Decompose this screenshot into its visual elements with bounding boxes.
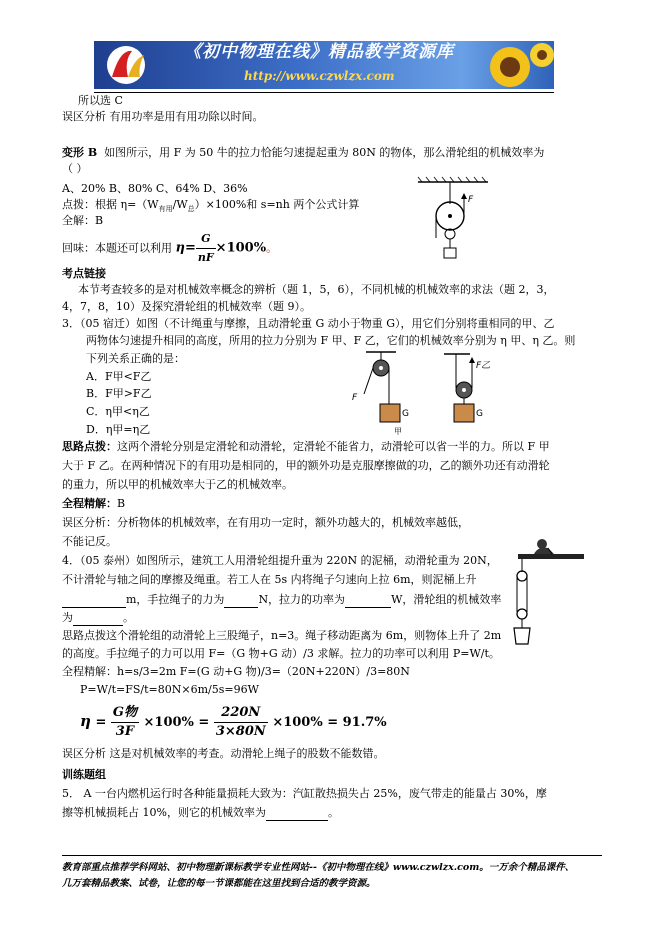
- q4-text: m，手拉绳子的力为: [126, 593, 225, 606]
- fraction-denominator: nF: [197, 251, 214, 264]
- full-tag: 全程精解：: [62, 497, 117, 510]
- train-line: [62, 805, 339, 821]
- footer-line: 教育部重点推荐学科网站、初中物理新课标教学专业性网站--《初中物理在线》www.czwlzx.com。一万余个精品课件、: [62, 862, 575, 873]
- figure-label-jia: 甲: [394, 427, 402, 436]
- fraction: [111, 704, 139, 741]
- hint-part: ）×100%和 s=nh 两个公式计算: [194, 198, 360, 211]
- answer-blank: [266, 805, 328, 821]
- q3-option-b: B．F甲>F乙: [86, 387, 152, 400]
- q4-text: N，拉力的功率为: [258, 593, 346, 606]
- analysis-tag: 思路点拨：: [62, 440, 117, 453]
- fraction-denominator: 3F: [115, 724, 135, 739]
- force-label-yi: F乙: [476, 361, 491, 371]
- answer-blank: [224, 592, 258, 608]
- footer-rule: [62, 855, 602, 856]
- variant-hint: [62, 197, 359, 217]
- variant-options: A、20% B、80% C、64% D、36%: [62, 182, 248, 195]
- hint-sub: 有用: [158, 205, 173, 214]
- answer-blank: [345, 592, 391, 608]
- text-line: 4，7，8，10）及探究滑轮组的机械效率（题 9）。: [62, 300, 311, 313]
- weight-label-jia: G: [402, 409, 409, 419]
- formula-term: ×100% = 91.7%: [272, 715, 387, 730]
- pulley-figure-yi: [440, 350, 510, 436]
- variant-solution: 全解：B: [62, 214, 104, 227]
- q4-efficiency-formula: [80, 704, 387, 741]
- hint-part: /W: [172, 198, 188, 211]
- force-label-jia: F: [352, 393, 358, 403]
- header-url: http://www.czwlzx.com: [244, 69, 395, 83]
- text-line: 所以选 C: [78, 94, 123, 107]
- fraction-numerator: G物: [111, 704, 139, 723]
- train-text: 擦等机械损耗占 10%，则它的机械效率为: [62, 806, 266, 819]
- section-heading: 训练题组: [62, 768, 106, 781]
- equals-sign: =: [95, 715, 107, 730]
- section-heading: 考点链接: [62, 267, 106, 280]
- q3-line: 3．（05 宿迁）如图（不计绳重与摩擦，且动滑轮重 G 动小于物重 G），用它们分别将重相同的甲、乙: [62, 317, 555, 330]
- text-line: 本节考查较多的是对机械效率概念的辨析（题 1，5，6），不同机械的机械效率的求法（题 2，3，: [78, 283, 555, 296]
- analysis-line: 大于 F 乙。在两种情况下的有用功是相同的，甲的额外功是克服摩擦做的功，乙的额外功还有动滑轮: [62, 459, 550, 472]
- percent-term: ×100%: [215, 240, 267, 256]
- variant-paren: （ ）: [62, 162, 88, 175]
- q3-line: 两物体匀速提升相同的高度，所用的拉力分别为 F 甲、F 乙，它们的机械效率分别为 η 甲、η 乙。则: [86, 334, 576, 347]
- worker-pulley-figure: [508, 538, 588, 650]
- q4-misconception: 误区分析 这是对机械效率的考查。动滑轮上绳子的股数不能数错。: [62, 747, 385, 760]
- answer-blank: [73, 610, 123, 626]
- q4-hint: 思路点拨这个滑轮组的动滑轮上三股绳子，n=3。绳子移动距离为 6m，则物体上升了 2m: [62, 629, 502, 642]
- logo-icon: [98, 41, 158, 89]
- weight-label-yi: G: [476, 409, 483, 419]
- full-solution: [62, 496, 125, 511]
- q4-text: W，滑轮组的机械效率: [391, 593, 502, 606]
- review-label: 回味：本题还可以利用: [62, 241, 172, 255]
- header-banner: [94, 41, 554, 89]
- variant-question: [62, 145, 544, 160]
- header-title: 《初中物理在线》精品教学资源库: [184, 42, 454, 62]
- header-rule: [94, 92, 554, 93]
- analysis-text: 这两个滑轮分别是定滑轮和动滑轮，定滑轮不能省力，动滑轮可以省一半的力。所以 F 甲: [117, 440, 550, 453]
- misconception-line: 误区分析：分析物体的机械效率，在有用功一定时，额外功越大的，机械效率越低，: [62, 516, 469, 529]
- eta-symbol: η: [175, 240, 185, 256]
- hint-sub: 总: [187, 205, 195, 214]
- q4-line: [62, 610, 134, 626]
- q4-text: 为: [62, 611, 73, 624]
- q4-solution: P=W/t=FS/t=80N×6m/5s=96W: [80, 683, 259, 696]
- fraction: [196, 230, 216, 267]
- hint-part: 点拨：根据 η=（W: [62, 198, 159, 211]
- misconception-line: 不能记反。: [62, 535, 117, 548]
- footer-line: 几万套精品教案、试卷，让您的每一节课都能在这里找到合适的教学资源。: [62, 878, 376, 889]
- fraction-denominator: 3×80N: [215, 724, 266, 739]
- sunflower-icon: [484, 41, 554, 89]
- eta-symbol: η: [80, 712, 91, 730]
- train-text: 。: [327, 806, 339, 819]
- train-line: 5． A 一台内燃机运行时各种能量损耗大致为：汽缸散热损失占 25%，废气带走的能量占 30%，摩: [62, 787, 547, 800]
- text-line: 误区分析 有用功率是用有用功除以时间。: [62, 110, 264, 123]
- fraction-numerator: G: [196, 230, 216, 249]
- equals-sign: =: [184, 240, 196, 256]
- q4-solution: 全程精解：h=s/3=2m F=(G 动+G 物)/3=（20N+220N）/3=80N: [62, 665, 410, 678]
- variant-text: 如图所示，用 F 为 50 牛的拉力恰能匀速提起重为 80N 的物体，那么滑轮组的机械效率为: [104, 146, 545, 159]
- q3-option-c: C．η甲<η乙: [86, 405, 150, 418]
- fraction: [214, 704, 268, 741]
- q4-line: 不计滑轮与轴之间的摩擦及绳重。若工人在 5s 内将绳子匀速向上拉 6m，则泥桶上升: [62, 573, 477, 586]
- fraction-numerator: 220N: [214, 704, 268, 723]
- full-answer: B: [117, 497, 126, 510]
- q4-text: 。: [123, 611, 134, 624]
- q3-option-a: A．F甲<F乙: [86, 370, 152, 383]
- pulley-figure-variant: [416, 176, 496, 264]
- force-label: F: [468, 195, 474, 205]
- analysis-line: [62, 439, 550, 454]
- q4-line: 4．（05 泰州）如图所示，建筑工人用滑轮组提升重为 220N 的泥桶，动滑轮重为 20N，: [62, 554, 498, 567]
- analysis-line: 的重力，所以甲的机械效率大于乙的机械效率。: [62, 478, 293, 491]
- formula-term: ×100% =: [143, 715, 210, 730]
- q4-hint: 的高度。手拉绳子的力可以用 F=（G 物+G 动）/3 求解。拉力的功率可以利用 P=W/t。: [62, 647, 500, 660]
- variant-review: [62, 230, 277, 267]
- variant-tag: 变形 B: [62, 146, 98, 159]
- answer-blank: [62, 592, 126, 608]
- q4-line: [62, 592, 501, 608]
- pulley-figure-jia: [350, 350, 420, 436]
- q3-line: 下列关系正确的是：: [86, 352, 185, 365]
- end-dot: 。: [266, 241, 278, 255]
- q3-option-d: D．η甲=η乙: [86, 423, 151, 436]
